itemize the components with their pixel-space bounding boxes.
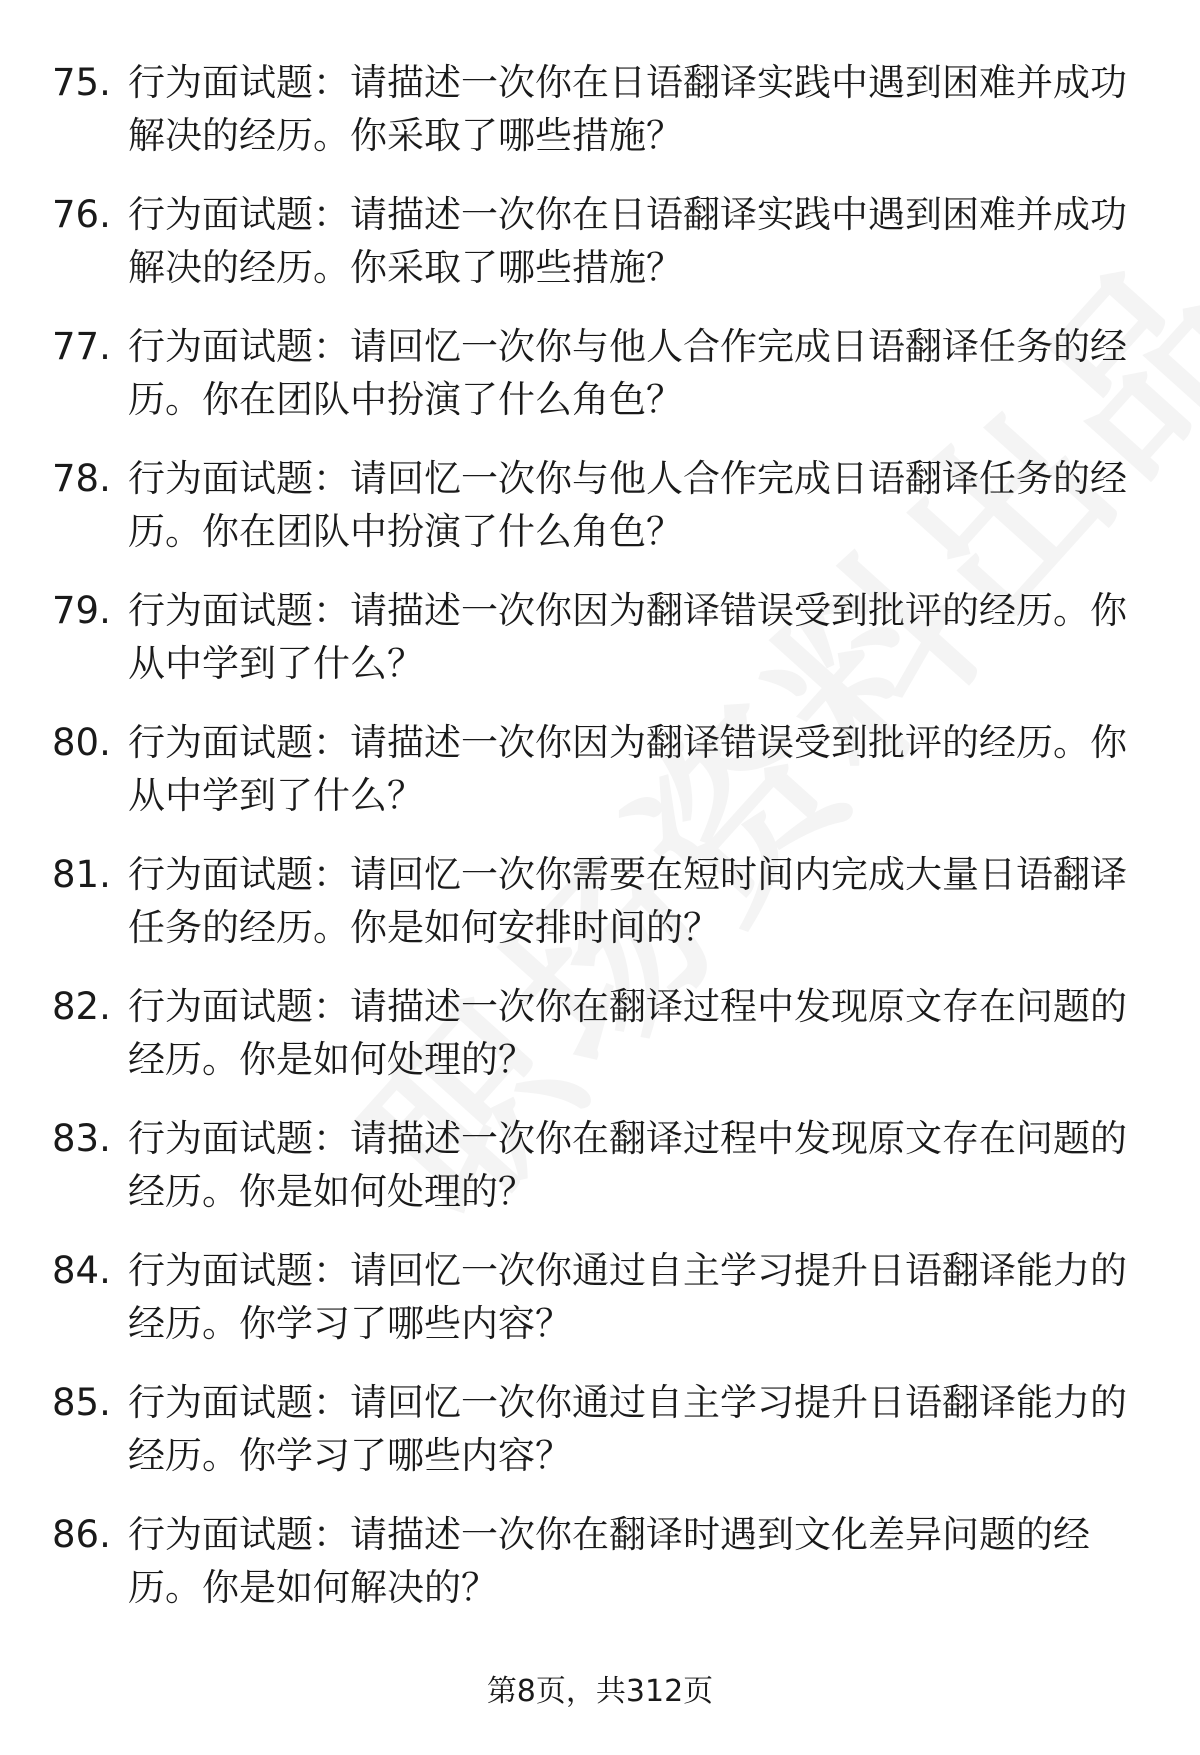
question-item (0, 452, 1200, 584)
question-number: 78. (52, 457, 111, 500)
question-number: 82. (52, 985, 111, 1028)
question-number: 83. (52, 1117, 111, 1160)
question-item (0, 1508, 1200, 1640)
question-item (0, 320, 1200, 452)
question-number: 79. (52, 589, 111, 632)
question-text: 行为面试题：请描述一次你在翻译时遇到文化差异问题的经历。你是如何解决的？ (128, 1513, 1090, 1609)
question-text: 行为面试题：请描述一次你在翻译过程中发现原文存在问题的经历。你是如何处理的？ (128, 985, 1127, 1081)
question-text: 行为面试题：请回忆一次你与他人合作完成日语翻译任务的经历。你在团队中扮演了什么角色？ (128, 457, 1127, 553)
question-number: 85. (52, 1381, 111, 1424)
question-text: 行为面试题：请描述一次你在翻译过程中发现原文存在问题的经历。你是如何处理的？ (128, 1117, 1127, 1213)
question-item (0, 1244, 1200, 1376)
question-number: 77. (52, 325, 111, 368)
question-item (0, 848, 1200, 980)
question-text: 行为面试题：请回忆一次你通过自主学习提升日语翻译能力的经历。你学习了哪些内容？ (128, 1381, 1127, 1477)
question-text: 行为面试题：请描述一次你因为翻译错误受到批评的经历。你从中学到了什么？ (128, 589, 1127, 685)
question-item (0, 56, 1200, 188)
question-item (0, 188, 1200, 320)
question-text: 行为面试题：请描述一次你在日语翻译实践中遇到困难并成功解决的经历。你采取了哪些措施？ (128, 61, 1127, 157)
question-item (0, 1376, 1200, 1508)
question-number: 84. (52, 1249, 111, 1292)
question-number: 75. (52, 61, 111, 104)
question-text: 行为面试题：请回忆一次你通过自主学习提升日语翻译能力的经历。你学习了哪些内容？ (128, 1249, 1127, 1345)
question-number: 81. (52, 853, 111, 896)
question-number: 80. (52, 721, 111, 764)
question-text: 行为面试题：请描述一次你因为翻译错误受到批评的经历。你从中学到了什么？ (128, 721, 1127, 817)
question-item (0, 980, 1200, 1112)
question-text: 行为面试题：请回忆一次你与他人合作完成日语翻译任务的经历。你在团队中扮演了什么角色？ (128, 325, 1127, 421)
question-number: 76. (52, 193, 111, 236)
question-text: 行为面试题：请回忆一次你需要在短时间内完成大量日语翻译任务的经历。你是如何安排时间的？ (128, 853, 1127, 949)
page-footer: 第8页，共312页 (486, 1674, 714, 1709)
question-list (0, 56, 1200, 1640)
question-item (0, 716, 1200, 848)
question-number: 86. (52, 1513, 111, 1556)
question-item (0, 1112, 1200, 1244)
question-item (0, 584, 1200, 716)
question-text: 行为面试题：请描述一次你在日语翻译实践中遇到困难并成功解决的经历。你采取了哪些措施？ (128, 193, 1127, 289)
